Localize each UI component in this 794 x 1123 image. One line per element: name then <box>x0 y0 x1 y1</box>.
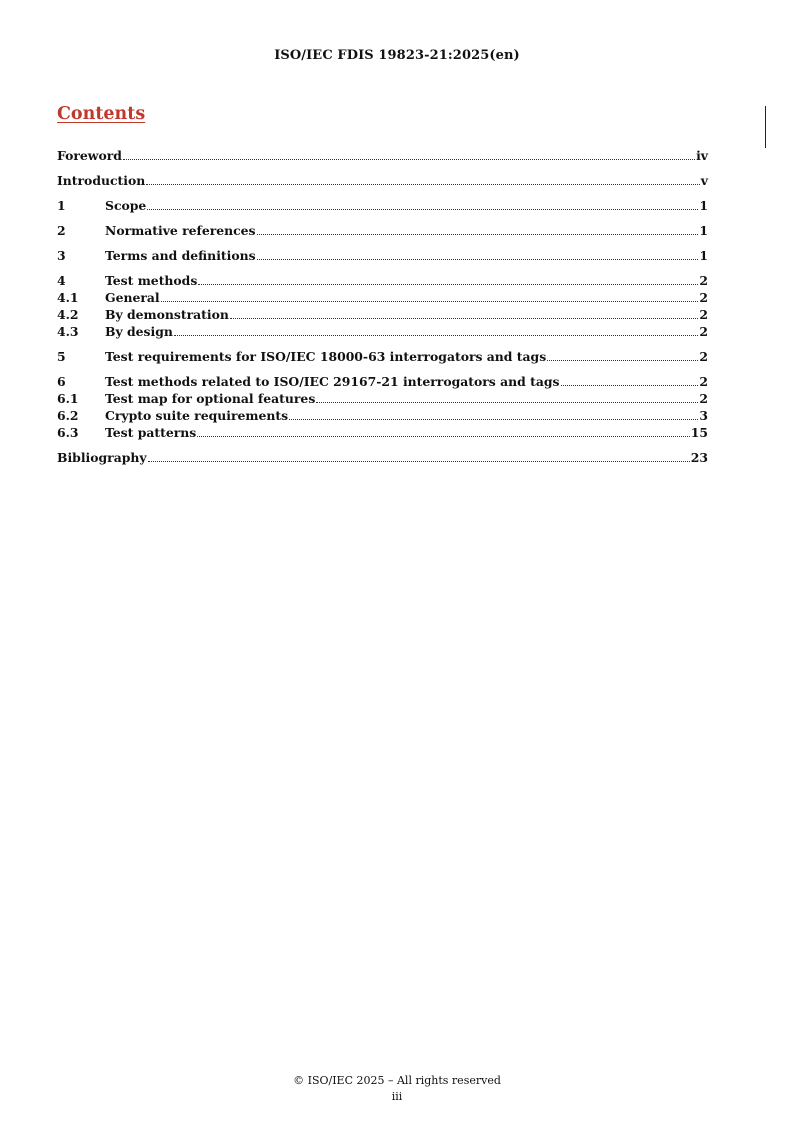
toc-entry-test-patterns[interactable] <box>57 425 708 442</box>
toc-leader <box>147 209 698 210</box>
toc-entry-number: 4 <box>57 273 66 288</box>
toc-entry-number: 3 <box>57 248 66 263</box>
toc-entry-title: Test map for optional features <box>105 391 316 406</box>
toc-leader <box>316 402 698 403</box>
toc-entry-number: 4.3 <box>57 324 79 339</box>
toc-entry-crypto-suite-requirements[interactable] <box>57 408 708 425</box>
toc-leader <box>547 360 698 361</box>
toc-entry-title: Introduction <box>57 173 146 188</box>
toc-entry-title: By design <box>105 324 173 339</box>
toc-entry-page: 1 <box>699 248 708 263</box>
toc-entry-title: Test methods related to ISO/IEC 29167-21 interrogators and tags <box>105 374 560 389</box>
contents-title: Contents <box>57 104 146 124</box>
toc-entry-bibliography[interactable] <box>57 450 708 467</box>
toc-entry-number: 4.2 <box>57 307 79 322</box>
change-bar <box>765 106 766 148</box>
toc-leader <box>257 259 699 260</box>
toc-entry-page: 1 <box>699 198 708 213</box>
toc-entry-title: Test methods <box>105 273 198 288</box>
toc-entry-title: Crypto suite requirements <box>105 408 289 423</box>
toc-entry-number: 1 <box>57 198 66 213</box>
toc-leader <box>161 301 699 302</box>
toc-entry-test-methods[interactable] <box>57 273 708 290</box>
toc-leader <box>123 159 695 160</box>
toc-entry-number: 6.1 <box>57 391 79 406</box>
toc-entry-page: iv <box>696 148 708 163</box>
toc-entry-page: v <box>700 173 708 188</box>
toc-entry-title: Terms and definitions <box>105 248 256 263</box>
toc-entry-number: 6.2 <box>57 408 79 423</box>
toc-entry-title: By demonstration <box>105 307 229 322</box>
toc-leader <box>198 284 698 285</box>
toc-leader <box>146 184 700 185</box>
page-number: iii <box>391 1090 403 1103</box>
toc-entry-by-design[interactable] <box>57 324 708 341</box>
toc-leader <box>148 461 690 462</box>
toc-entry-page: 2 <box>699 324 708 339</box>
toc-entry-title: Test patterns <box>105 425 197 440</box>
toc-entry-foreword[interactable] <box>57 148 708 165</box>
toc-entry-title: Normative references <box>105 223 256 238</box>
toc-leader <box>197 436 690 437</box>
toc-entry-title: Test requirements for ISO/IEC 18000-63 interrogators and tags <box>105 349 547 364</box>
toc-entry-number: 6.3 <box>57 425 79 440</box>
toc-entry-page: 3 <box>699 408 708 423</box>
toc-entry-general[interactable] <box>57 290 708 307</box>
document-header: ISO/IEC FDIS 19823-21:2025(en) <box>274 48 520 63</box>
toc-entry-title: General <box>105 290 160 305</box>
toc-leader <box>561 385 699 386</box>
toc-entry-title: Foreword <box>57 148 122 163</box>
toc-leader <box>230 318 698 319</box>
toc-entry-number: 5 <box>57 349 66 364</box>
toc-entry-number: 2 <box>57 223 66 238</box>
toc-entry-introduction[interactable] <box>57 173 708 190</box>
copyright-notice: © ISO/IEC 2025 – All rights reserved <box>293 1074 501 1087</box>
toc-entry-test-requirements-18000-63[interactable] <box>57 349 708 366</box>
toc-entry-title: Bibliography <box>57 450 147 465</box>
toc-entry-page: 23 <box>690 450 708 465</box>
toc-entry-test-map-optional-features[interactable] <box>57 391 708 408</box>
page-footer <box>0 1073 794 1105</box>
toc-leader <box>174 335 698 336</box>
toc-entry-page: 2 <box>699 273 708 288</box>
toc-entry-page: 2 <box>699 290 708 305</box>
toc-entry-scope[interactable] <box>57 198 708 215</box>
toc-entry-page: 2 <box>699 349 708 364</box>
toc-entry-terms-and-definitions[interactable] <box>57 248 708 265</box>
toc-entry-number: 6 <box>57 374 66 389</box>
toc-entry-by-demonstration[interactable] <box>57 307 708 324</box>
toc-entry-normative-references[interactable] <box>57 223 708 240</box>
toc-leader <box>257 234 699 235</box>
toc-leader <box>289 419 698 420</box>
toc-entry-page: 2 <box>699 307 708 322</box>
toc-entry-page: 15 <box>690 425 708 440</box>
toc-entry-test-methods-29167-21[interactable] <box>57 374 708 391</box>
toc-entry-number: 4.1 <box>57 290 79 305</box>
toc-entry-page: 2 <box>699 374 708 389</box>
toc-entry-page: 1 <box>699 223 708 238</box>
toc-entry-title: Scope <box>105 198 147 213</box>
table-of-contents <box>57 148 708 467</box>
toc-entry-page: 2 <box>699 391 708 406</box>
